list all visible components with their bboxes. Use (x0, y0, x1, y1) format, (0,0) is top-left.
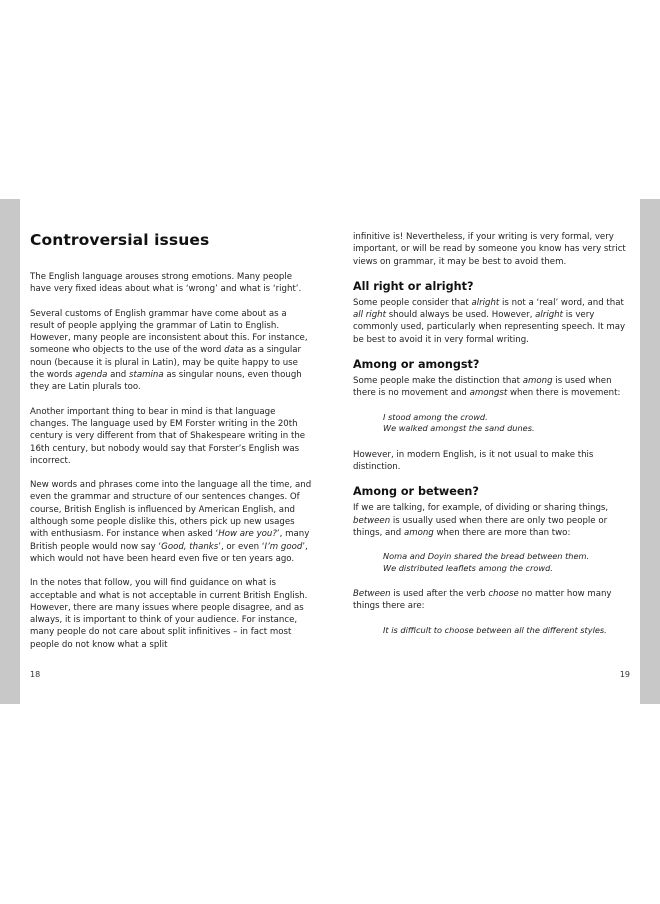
left-gray-margin (0, 199, 20, 704)
example-sentence: We walked amongst the sand dunes. (383, 423, 535, 434)
all-right-paragraph: Some people consider that alright is not a ‘real’ word, and that all right should always be used. However, alright is very commonly used, particularly when representing speech. It may be best to avoid it in very formal writing. (353, 297, 626, 345)
intro-paragraph: The English language arouses strong emotions. Many people have very fixed ideas about what is ‘wrong’ and what is ‘right’. (30, 272, 302, 295)
example-block (383, 625, 628, 637)
between-choose-paragraph: Between is used after the verb choose no matter how many things there are: (353, 589, 612, 612)
heading-among-between: Among or between? (353, 485, 479, 499)
notes-paragraph: In the notes that follow, you will find guidance on what is acceptable and what is not acceptable in current British English. However, there are many issues where people disagree, and as always, it is important to think of your audience. For instance, many people do not care about split infinitives – in fact most people do not know what a split (30, 578, 308, 650)
distinction-paragraph: However, in modern English, is it not usual to make this distinction. (353, 449, 594, 472)
language-changes-paragraph: Another important thing to bear in mind is that language changes. The language used by EM Forster writing in the 20th century is very different from that of Shakespeare writing in the 16th century, but nobody would say that Forster’s English was incorrect. (30, 406, 306, 466)
example-sentence: Noma and Doyin shared the bread between them. (383, 551, 590, 562)
page-number-right: 19 (619, 670, 630, 679)
among-amongst-paragraph: Some people make the distinction that among is used when there is no movement and amongst when there is movement: (353, 376, 621, 399)
example-sentence: We distributed leaflets among the crowd. (383, 562, 553, 573)
latin-paragraph: Several customs of English grammar have come about as a result of people applying the grammar of Latin to English. However, many people are inconsistent about this. For instance, someone who objects to the use of the word data as a singular noun (because it is plural in Latin), may be quite happy to use the words agenda and stamina as singular nouns, even though they are Latin plurals too. (30, 308, 308, 393)
heading-all-right: All right or alright? (353, 279, 474, 293)
example-sentence: I stood among the crowd. (383, 411, 488, 422)
continued-paragraph: infinitive is! Nevertheless, if your writing is very formal, very important, or will be read by someone you know has very strict views on grammar, it may be best to avoid them. (353, 232, 626, 267)
among-between-paragraph: If we are talking, for example, of dividing or sharing things, between is usually used when there are only two people or things, and among when there are more than two: (353, 503, 609, 538)
heading-among-amongst: Among or amongst? (353, 358, 480, 372)
left-page (30, 231, 312, 663)
page-number-left: 18 (30, 670, 41, 679)
book-spread (0, 199, 660, 704)
example-block (383, 412, 628, 435)
page-title: Controversial issues (30, 231, 210, 249)
example-block (383, 551, 628, 574)
right-gray-margin (640, 199, 660, 704)
new-words-paragraph: New words and phrases come into the language all the time, and even the grammar and structure of our sentences changes. Of course, British English is influenced by American English, and although some people dislike this, others pick up new usages with enthusiasm. For instance when asked ‘How are you?’, many British people would now say ‘Good, thanks’, or even ‘I’m good’, which would not have been heard even five or ten years ago. (30, 480, 312, 564)
example-sentence: It is difficult to choose between all the different styles. (383, 624, 607, 635)
right-page (353, 231, 628, 650)
